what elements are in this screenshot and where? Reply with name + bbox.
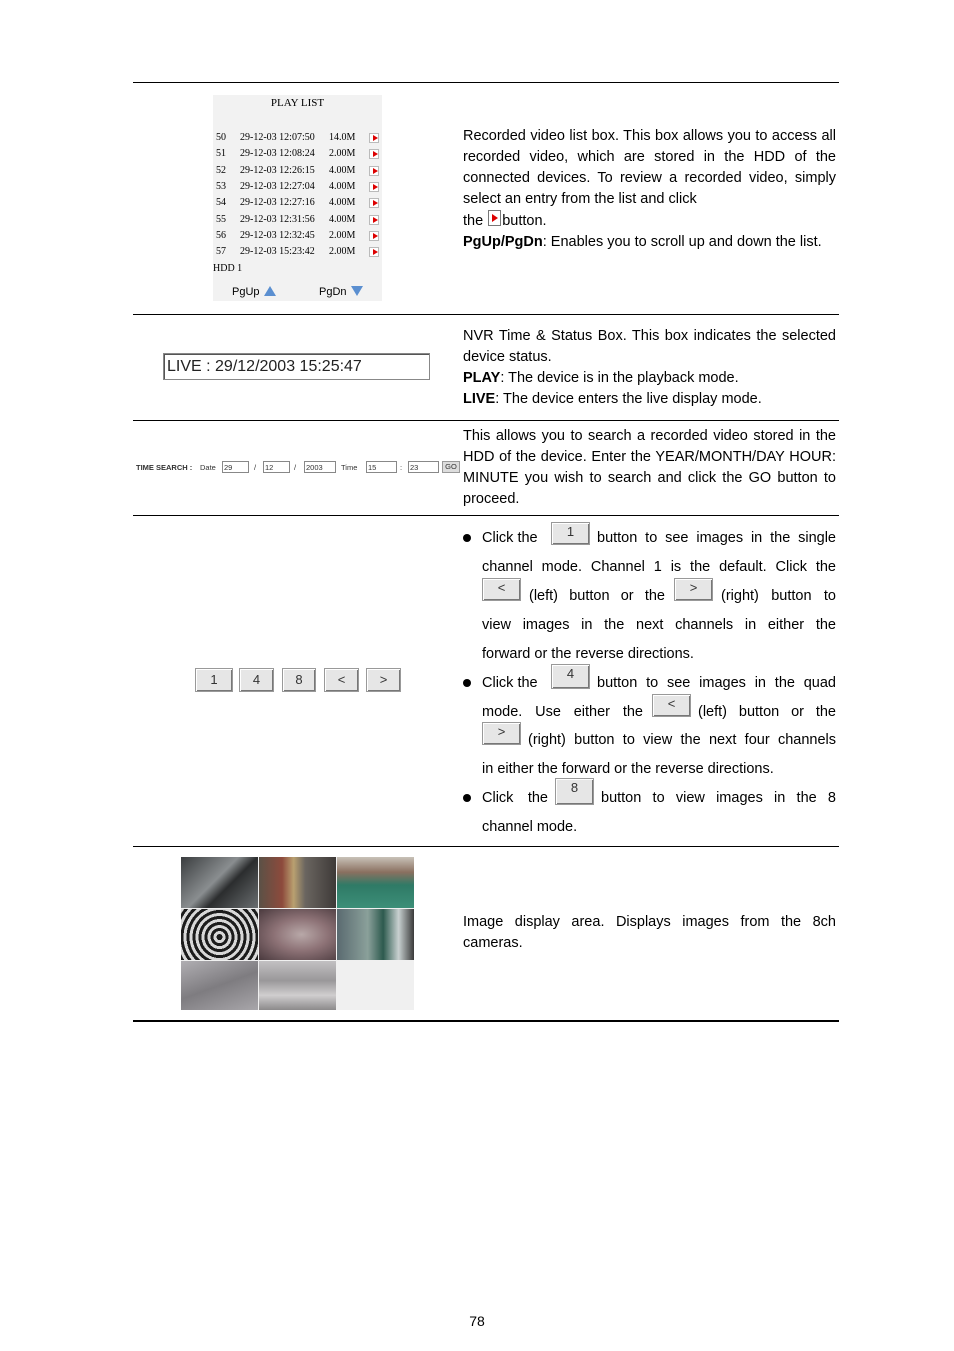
entry-number: 53	[216, 180, 226, 192]
next-channel-button[interactable]: >	[366, 668, 401, 692]
year-input[interactable]: 2003	[304, 461, 336, 473]
table-top-rule	[133, 82, 839, 83]
nvr-status-box: LIVE : 29/12/2003 15:25:47	[163, 353, 430, 380]
entry-datetime: 29-12-03 12:07:50	[240, 132, 315, 143]
camera-view-5	[259, 909, 336, 960]
list-item[interactable]	[213, 130, 382, 146]
inline-eight-channel-button: 8	[555, 778, 594, 805]
table-bottom-rule	[133, 1020, 839, 1022]
entry-number: 51	[216, 148, 226, 160]
entry-datetime: 29-12-03 15:23:42	[240, 246, 315, 258]
entry-datetime: 29-12-03 12:08:24	[240, 148, 315, 160]
image-area-description: Image display area. Displays images from the 8ch cameras.	[463, 914, 836, 951]
time-search-description: This allows you to search a recorded video stored in the HDD of the device. Enter the YEAR/MONTH/DAY HOUR: MINUTE you wish to search and click the GO button to proceed.	[463, 428, 836, 507]
inline-channel-1-button: 1	[551, 522, 590, 545]
entry-number: 56	[216, 229, 226, 241]
entry-size: 2.00M	[329, 229, 356, 241]
inline-left-button: <	[482, 578, 521, 601]
entry-datetime: 29-12-03 12:32:45	[240, 229, 315, 241]
play-arrow-icon[interactable]	[369, 247, 379, 257]
list-item[interactable]	[213, 212, 382, 228]
time-search-bar: TIME SEARCH : Date 29 / 12 / 2003 Time 15 : 23 GO	[136, 461, 461, 475]
entry-number: 50	[216, 132, 226, 143]
entry-size: 4.00M	[329, 213, 356, 225]
play-arrow-icon[interactable]	[369, 166, 379, 176]
go-button[interactable]: GO	[442, 461, 460, 473]
play-arrow-icon[interactable]	[369, 133, 379, 143]
row-divider	[133, 314, 839, 315]
play-list-box	[213, 95, 382, 301]
status-description: NVR Time & Status Box. This box indicates the selected device status. PLAY: The device is in the playback mode. LIVE: The device enters the live display mode.	[463, 328, 836, 407]
day-input[interactable]: 29	[222, 461, 249, 473]
arrow-up-icon	[264, 286, 276, 296]
entry-size: 14.0M	[329, 132, 356, 143]
row-divider	[133, 420, 839, 421]
entry-number: 55	[216, 213, 226, 225]
camera-view-2	[259, 857, 336, 908]
entry-size: 2.00M	[329, 148, 356, 160]
entry-datetime: 29-12-03 12:26:15	[240, 164, 315, 176]
entry-size: 4.00M	[329, 197, 356, 209]
inline-right-button: >	[674, 578, 713, 601]
eight-channel-button[interactable]: 8	[282, 668, 316, 692]
page-number: 78	[469, 1313, 485, 1329]
entry-size: 4.00M	[329, 180, 356, 192]
hour-input[interactable]: 15	[366, 461, 397, 473]
entry-size: 2.00M	[329, 246, 356, 258]
list-item[interactable]	[213, 146, 382, 162]
list-item[interactable]	[213, 244, 382, 260]
bullet-icon	[463, 534, 471, 542]
list-item[interactable]	[213, 163, 382, 179]
inline-left-button: <	[652, 694, 691, 717]
row-divider	[133, 515, 839, 516]
month-input[interactable]: 12	[263, 461, 290, 473]
entry-number: 54	[216, 197, 226, 209]
play-arrow-icon[interactable]	[369, 149, 379, 159]
pgup-button[interactable]: PgUp	[232, 286, 276, 298]
inline-right-button: >	[482, 722, 521, 745]
inline-quad-button: 4	[551, 664, 590, 689]
list-item[interactable]	[213, 228, 382, 244]
hdd-label: HDD 1	[213, 263, 243, 274]
list-item[interactable]	[213, 179, 382, 195]
entry-number: 52	[216, 164, 226, 176]
minute-input[interactable]: 23	[408, 461, 439, 473]
play-list-title: PLAY LIST	[270, 97, 325, 109]
camera-view-4	[181, 909, 258, 960]
bullet-icon	[463, 679, 471, 687]
image-display-area	[181, 857, 414, 1010]
camera-view-6	[337, 909, 414, 960]
previous-channel-button[interactable]: <	[324, 668, 359, 692]
play-arrow-icon	[488, 210, 501, 226]
arrow-down-icon	[351, 286, 363, 296]
pgdn-button[interactable]: PgDn	[319, 286, 363, 298]
playlist-description: Recorded video list box. This box allows you to access all recorded video, which are stored in the HDD of the connected devices. To review a recorded video, simply select an entry from the list and click the button. PgUp/PgDn: Enables you to scroll up and down the list.	[463, 128, 836, 250]
entry-datetime: 29-12-03 12:27:16	[240, 197, 315, 209]
camera-view-7	[181, 961, 258, 1010]
entry-size: 4.00M	[329, 164, 356, 176]
row-divider	[133, 846, 839, 847]
entry-datetime: 29-12-03 12:31:56	[240, 213, 315, 225]
play-arrow-icon[interactable]	[369, 198, 379, 208]
camera-view-3	[337, 857, 414, 908]
bullet-icon	[463, 794, 471, 802]
quad-mode-button[interactable]: 4	[239, 668, 274, 692]
channel-1-button[interactable]: 1	[195, 668, 233, 692]
entry-datetime: 29-12-03 12:27:04	[240, 180, 315, 192]
play-arrow-icon[interactable]	[369, 182, 379, 192]
play-arrow-icon[interactable]	[369, 215, 379, 225]
entry-number: 57	[216, 246, 226, 258]
camera-view-1	[181, 857, 258, 908]
list-item[interactable]	[213, 195, 382, 211]
camera-view-8	[259, 961, 336, 1010]
play-arrow-icon[interactable]	[369, 231, 379, 241]
